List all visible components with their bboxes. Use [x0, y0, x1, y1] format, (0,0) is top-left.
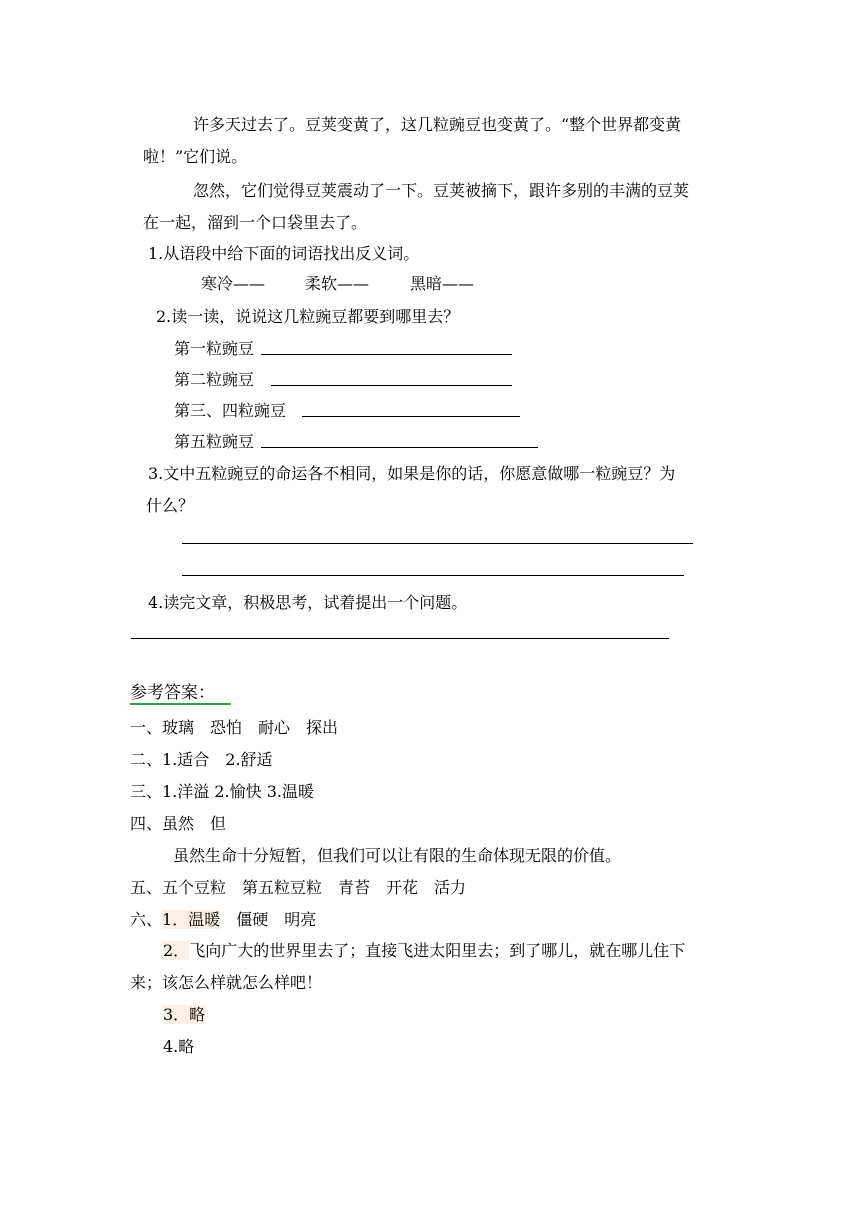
answer-2: 二、1.适合 2.舒适: [130, 750, 273, 769]
q1-word-soft: 柔软——: [305, 274, 370, 293]
answer-4: 四、虽然 但: [130, 814, 227, 833]
answer-6-2-text: 飞向广大的世界里去了；直接飞进太阳里去；到了哪儿，就在哪儿住下: [189, 941, 686, 960]
question-1-prompt: 1.从语段中给下面的词语找出反义词。: [148, 244, 420, 263]
passage-p2-line2: 在一起，溜到一个口袋里去了。: [143, 213, 368, 232]
q2-item-1: 第一粒豌豆: [174, 339, 255, 358]
q2-item-2: 第二粒豌豆: [174, 370, 255, 389]
answer-6-3-text: 3．略: [163, 1005, 206, 1024]
question-3-prompt-line2: 什么？: [146, 496, 195, 515]
answers-title-underline: [130, 703, 231, 705]
q3-answer-line-1[interactable]: [182, 543, 693, 544]
passage-p1-line1: 许多天过去了。豆荚变黄了，这几粒豌豆也变黄了。“整个世界都变黄: [193, 115, 682, 134]
answer-6-4: 4.略: [163, 1037, 195, 1056]
passage-p1-line2: 啦！”它们说。: [143, 147, 248, 166]
q2-answer-line-4[interactable]: [261, 447, 538, 448]
question-3-prompt-line1: 3.文中五粒豌豆的命运各不相同，如果是你的话，你愿意做哪一粒豌豆？为: [148, 464, 676, 483]
answer-6-2-number: 2．: [163, 941, 190, 960]
answer-6-1-highlight: 1．温暖: [162, 910, 221, 929]
q2-answer-line-3[interactable]: [302, 416, 520, 417]
q3-answer-line-2[interactable]: [182, 575, 684, 576]
answer-3: 三、1.洋溢 2.愉快 3.温暖: [130, 782, 314, 801]
q2-answer-line-1[interactable]: [261, 354, 512, 355]
answer-6-2-line1: [163, 940, 685, 962]
answer-6-1-rest: 僵硬 明亮: [236, 910, 317, 929]
answer-6: [130, 909, 316, 931]
answers-title: 参考答案：: [130, 683, 215, 703]
question-4-prompt: 4.读完文章，积极思考，试着提出一个问题。: [148, 593, 468, 612]
answer-5: 五、五个豆粒 第五粒豆粒 青苔 开花 活力: [130, 878, 467, 897]
q2-answer-line-2[interactable]: [271, 385, 512, 386]
q2-item-3: 第三、四粒豌豆: [174, 401, 287, 420]
answer-6-prefix: 六、: [130, 910, 163, 929]
q1-word-cold: 寒冷——: [201, 274, 266, 293]
q2-item-4: 第五粒豌豆: [174, 432, 255, 451]
q4-answer-line[interactable]: [131, 638, 669, 639]
answer-6-2-line2: 来；该怎么样就怎么样吧！: [130, 973, 323, 992]
answer-6-3: [163, 1004, 205, 1026]
answer-4-sentence: 虽然生命十分短暂，但我们可以让有限的生命体现无限的价值。: [173, 846, 622, 865]
question-2-prompt: 2.读一读，说说这几粒豌豆都要到哪里去？: [156, 307, 460, 326]
answer-1: 一、玻璃 恐怕 耐心 探出: [130, 718, 339, 737]
passage-p2-line1: 忽然，它们觉得豆荚震动了一下。豆荚被摘下，跟许多别的丰满的豆荚: [193, 181, 690, 200]
q1-word-dark: 黑暗——: [410, 274, 475, 293]
